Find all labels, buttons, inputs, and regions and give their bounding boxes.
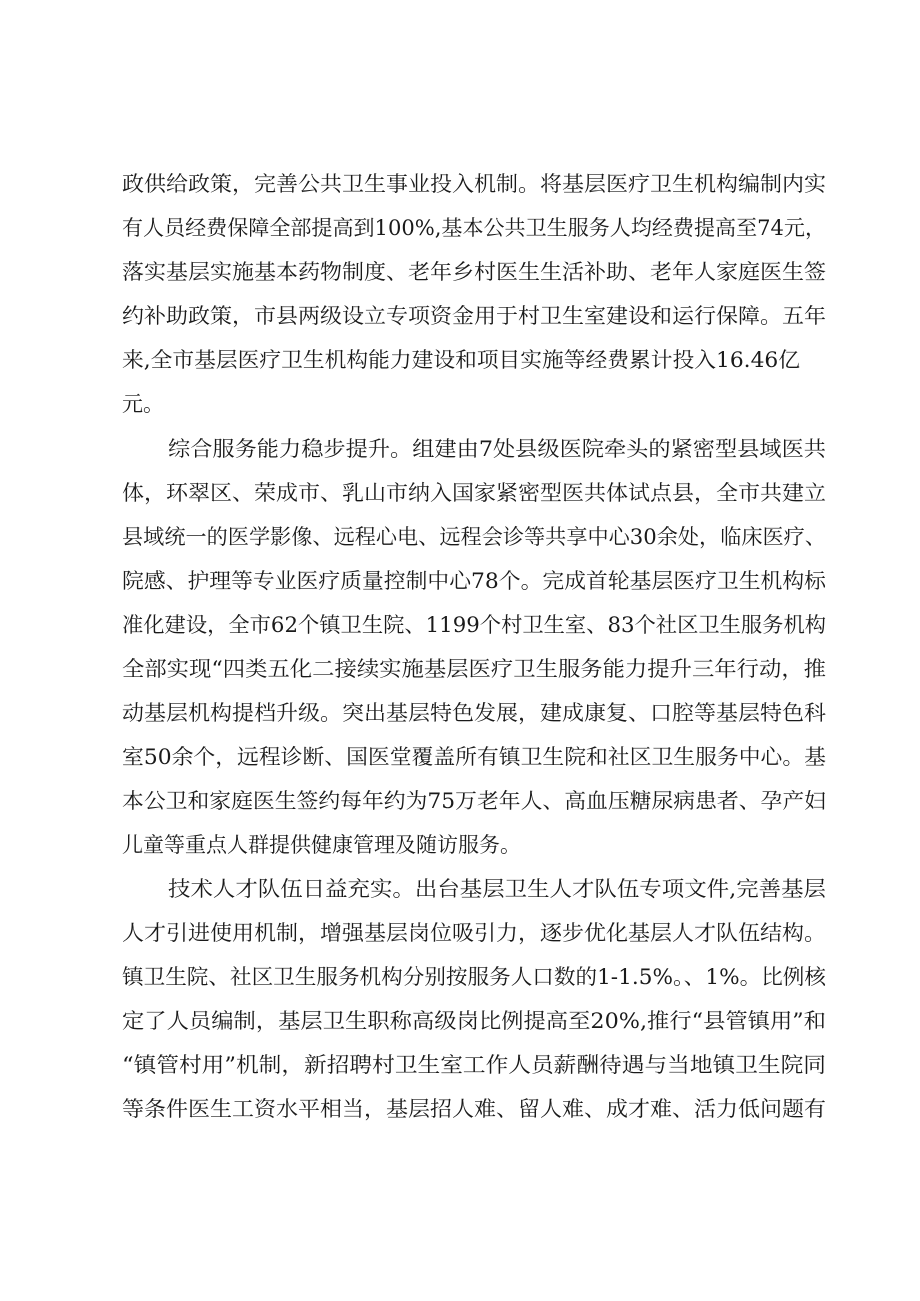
text-line-content: 综合服务能力稳步提升。组建由7处县级医院牵头的紧密型县域医共 (168, 437, 826, 461)
text-line (0, 338, 920, 382)
text-line-content: 政供给政策，完善公共卫生事业投入机制。将基层医疗卫生机构编制内实 (122, 172, 827, 196)
text-line (0, 559, 920, 603)
text-line (0, 867, 920, 911)
text-line-content: 定了人员编制，基层卫生职称高级岗比例提高至20%,推行“县管镇用”和 (122, 1009, 826, 1033)
text-line-content: 落实基层实施基本药物制度、老年乡村医生生活补助、老年人家庭医生签 (122, 260, 827, 284)
text-line (0, 382, 920, 426)
text-line (0, 691, 920, 735)
text-line (0, 1043, 920, 1087)
text-line (0, 515, 920, 559)
text-line (0, 911, 920, 955)
text-line-content: 镇卫生院、社区卫生服务机构分别按服务人口数的1-1.5%。、1%。比例核 (122, 965, 826, 989)
text-line-content: 准化建设，全市62个镇卫生院、1199个村卫生室、83个社区卫生服务机构 (122, 613, 826, 637)
text-line (0, 647, 920, 691)
text-line-content: 人才引进使用机制，增强基层岗位吸引力，逐步优化基层人才队伍结构。 (122, 921, 827, 945)
text-line (0, 779, 920, 823)
text-line (0, 823, 920, 867)
text-line (0, 735, 920, 779)
text-line (0, 427, 920, 471)
text-line (0, 955, 920, 999)
text-line-content: 儿童等重点人群提供健康管理及随访服务。 (122, 833, 521, 857)
text-line-content: 有人员经费保障全部提高到100%,基本公共卫生服务人均经费提高至74元， (122, 216, 827, 240)
text-line-content: 体，环翠区、荣成市、乳山市纳入国家紧密型医共体试点县，全市共建立 (122, 481, 827, 505)
text-line-content: 室50余个，远程诊断、国医堂覆盖所有镇卫生院和社区卫生服务中心。基 (122, 745, 826, 769)
text-line-content: 技术人才队伍日益充实。出台基层卫生人才队伍专项文件,完善基层 (168, 877, 826, 901)
text-line-content: “镇管村用”机制，新招聘村卫生室工作人员薪酬待遇与当地镇卫生院同 (122, 1053, 826, 1077)
text-line (0, 1087, 920, 1131)
text-line-content: 全部实现“四类五化二接续实施基层医疗卫生服务能力提升三年行动，推 (122, 657, 826, 681)
text-line (0, 294, 920, 338)
text-line (0, 162, 920, 206)
text-line (0, 999, 920, 1043)
text-line-content: 元。 (122, 392, 164, 416)
text-line (0, 206, 920, 250)
text-line-content: 来,全市基层医疗卫生机构能力建设和项目实施等经费累计投入16.46亿 (122, 348, 800, 372)
text-line-content: 院感、护理等专业医疗质量控制中心78个。完成首轮基层医疗卫生机构标 (122, 569, 826, 593)
text-line-content: 等条件医生工资水平相当，基层招人难、留人难、成才难、活力低问题有 (122, 1097, 827, 1121)
text-line (0, 603, 920, 647)
text-line (0, 471, 920, 515)
text-line (0, 250, 920, 294)
text-line-content: 动基层机构提档升级。突出基层特色发展，建成康复、口腔等基层特色科 (122, 701, 827, 725)
text-line-content: 本公卫和家庭医生签约每年约为75万老年人、高血压糖尿病患者、孕产妇 (122, 789, 826, 813)
text-line-content: 约补助政策，市县两级设立专项资金用于村卫生室建设和运行保障。五年 (122, 304, 827, 328)
text-line-content: 县域统一的医学影像、远程心电、远程会诊等共享中心30余处，临床医疗、 (122, 525, 826, 549)
